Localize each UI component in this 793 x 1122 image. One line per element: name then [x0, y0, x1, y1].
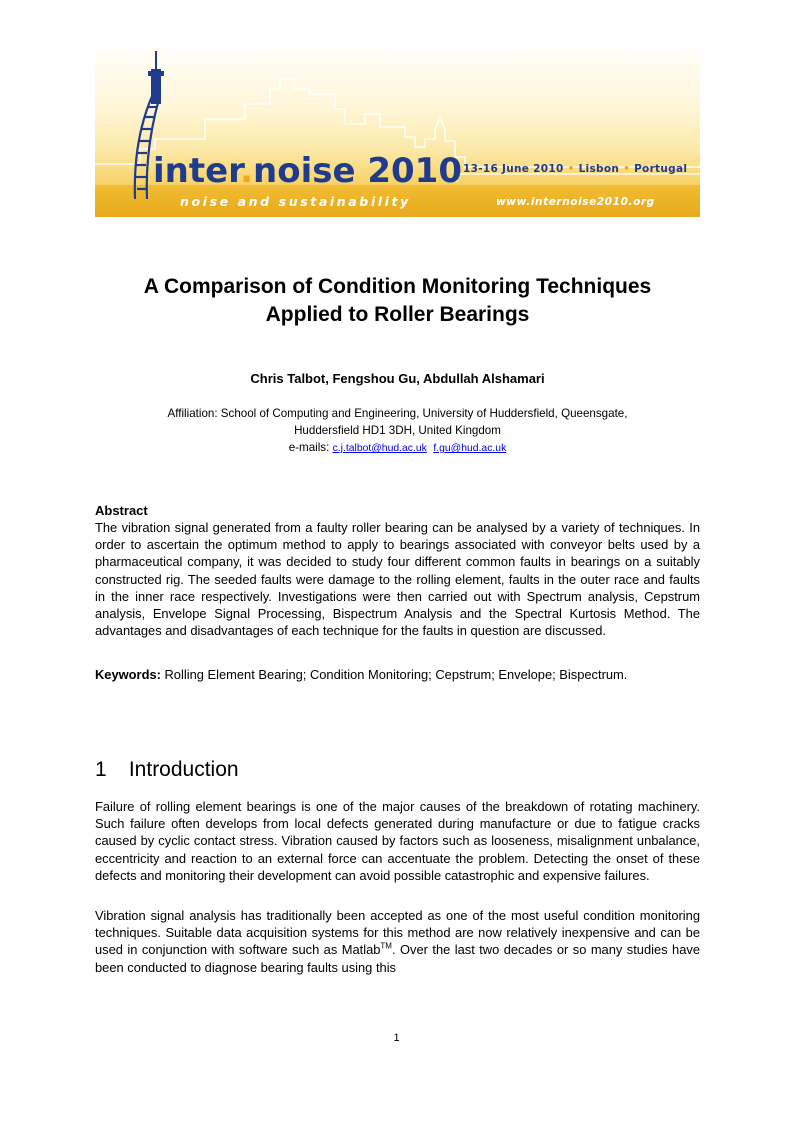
section-heading-introduction — [95, 758, 239, 782]
conference-logo-text — [153, 151, 462, 191]
abstract-heading: Abstract — [95, 503, 148, 518]
intro-paragraph-2 — [95, 907, 700, 976]
conference-website[interactable]: www.internoise2010.org — [496, 196, 655, 208]
date-frame — [457, 174, 700, 182]
conference-country: Portugal — [634, 163, 688, 175]
conference-tagline: noise and sustainability — [180, 194, 411, 209]
emails-label: e-mails: — [288, 441, 330, 454]
email-link-gu[interactable]: f.gu@hud.ac.uk — [433, 443, 507, 454]
paper-title-line2: Applied to Roller Bearings — [265, 303, 530, 326]
conference-date: 13-16 June 2010 — [463, 163, 564, 175]
affiliation-line1: Affiliation: School of Computing and Engineering, University of Huddersfield, Queensgate, — [167, 407, 628, 420]
trademark-superscript: TM — [380, 942, 392, 952]
page-number: 1 — [393, 1032, 400, 1044]
tower-cap — [148, 71, 164, 76]
intro-paragraph-1: Failure of rolling element bearings is one of the major causes of the breakdown of rotating machinery. Such failure often develops from local defects generated during manufacture or due to fatigue cracks caused by cyclic contact stress. Vibration caused by factors such as looseness, misalignment unbalance, eccentricity and reaction to an external force can accentuate the problem. Detecting the onset of these defects and monitoring their development can avoid possible catastrophic and expensive failures. — [95, 799, 700, 883]
emails-line — [95, 439, 700, 457]
email-link-talbot[interactable]: c.j.talbot@hud.ac.uk — [332, 443, 427, 454]
paper-title-line1: A Comparison of Condition Monitoring Techniques — [143, 275, 652, 298]
conference-banner — [95, 49, 700, 217]
logo-dot: . — [240, 151, 254, 191]
paper-title — [95, 273, 700, 329]
keywords-label: Keywords: — [95, 667, 161, 682]
paper-affiliation — [95, 405, 700, 457]
affiliation-line2: Huddersfield HD1 3DH, United Kingdom — [294, 424, 501, 437]
conference-city: Lisbon — [578, 163, 620, 175]
section-number: 1 — [95, 758, 107, 781]
section-title: Introduction — [128, 758, 239, 781]
lisbon-skyline-graphic — [95, 49, 700, 217]
intro-paragraph-2-part-a: Vibration signal analysis has traditionally been accepted as one of the most useful condition monitoring techniques. Suitable data acquisition systems for this method are now relatively inexpensive and can be used in conjunction with software such as Matlab — [95, 908, 700, 958]
keywords-paragraph — [95, 666, 700, 683]
paper-authors: Chris Talbot, Fengshou Gu, Abdullah Alshamari — [250, 371, 545, 386]
conference-date-location: 13-16 June 2010 • Lisbon • Portugal — [463, 163, 688, 175]
logo-part-noise: noise 2010 — [253, 151, 462, 191]
abstract-text: The vibration signal generated from a faulty roller bearing can be analysed by a variety of techniques. In order to ascertain the optimum method to apply to bearings associated with conveyor belts used by a pharmaceutical company, it was decided to study four different common faults in bearings on a suitably constructed rig. The seeded faults were damage to the rolling element, faults in the outer race and faults in the inner race respectively. Investigations were then carried out with Spectrum analysis, Cepstrum analysis, Envelope Signal Processing, Bispectrum Analysis and the Spectral Kurtosis Method. The advantages and disadvantages of each technique for the faults in question are discussed. — [95, 520, 700, 639]
logo-part-inter: inter — [153, 151, 241, 191]
intro-paragraph-2-part-b: . Over the last two decades or so many studies have been conducted to diagnose bearing faults using this — [95, 942, 701, 975]
keywords-text: Rolling Element Bearing; Condition Monitoring; Cepstrum; Envelope; Bispectrum. — [164, 667, 628, 682]
